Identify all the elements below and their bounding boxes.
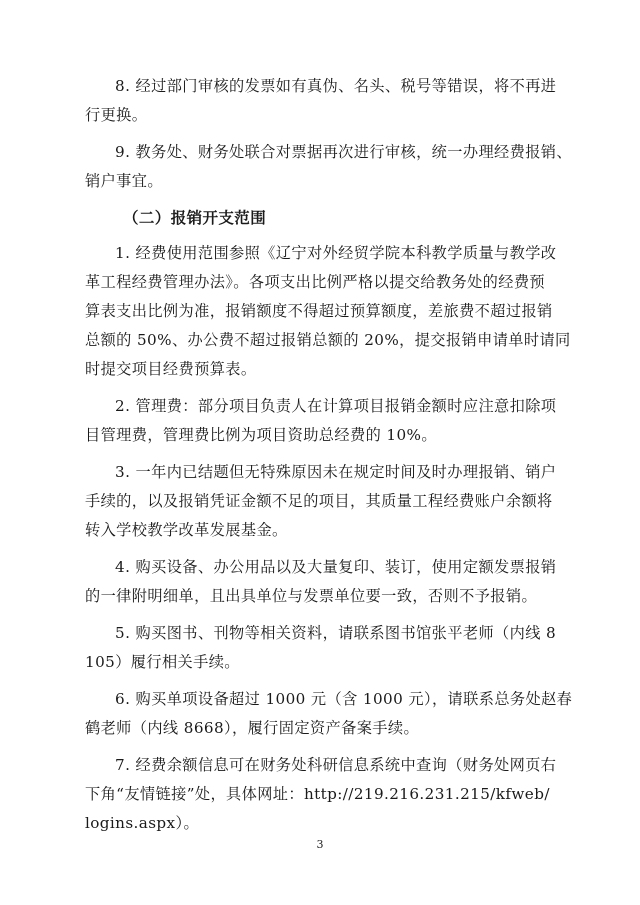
- paragraph-line: 2. 管理费：部分项目负责人在计算项目报销金额时应注意扣除项: [115, 397, 557, 415]
- paragraph-line: 1. 经费使用范围参照《辽宁对外经贸学院本科教学质量与教学改: [115, 244, 557, 262]
- paragraph-line: 的一律附明细单，且出具单位与发票单位要一致，否则不予报销。: [85, 587, 538, 605]
- paragraph: [85, 392, 555, 450]
- paragraph-line: 目管理费，管理费比例为项目资助总经费的 10%。: [85, 426, 437, 444]
- paragraph-line: logins.aspx）。: [85, 814, 200, 832]
- paragraph-line: 转入学校教学改革发展基金。: [85, 521, 288, 539]
- paragraph-line: 3. 一年内已结题但无特殊原因未在规定时间及时办理报销、销户: [115, 463, 557, 481]
- paragraph: [85, 239, 571, 384]
- page-number: 3: [316, 838, 324, 851]
- section-heading: （二）报销开支范围: [123, 209, 267, 227]
- paragraph-line: 手续的，以及报销凭证金额不足的项目，其质量工程经费账户余额将: [85, 492, 553, 510]
- paragraph-line: 算表支出比例为准，报销额度不得超过预算额度，差旅费不超过报销: [85, 302, 553, 320]
- paragraph-line: 105）履行相关手续。: [85, 653, 240, 671]
- paragraph-line: 时提交项目经费预算表。: [85, 360, 257, 378]
- paragraph-line: 9. 教务处、财务处联合对票据再次进行审核，统一办理经费报销、: [115, 143, 572, 161]
- paragraph: [85, 138, 572, 196]
- paragraph-line: 鹤老师（内线 8668），履行固定资产备案手续。: [85, 719, 420, 737]
- paragraph: [85, 619, 555, 677]
- paragraph: [85, 553, 555, 611]
- paragraph-line: 7. 经费余额信息可在财务处科研信息系统中查询（财务处网页右: [115, 756, 557, 774]
- paragraph-line: 6. 购买单项设备超过 1000 元（含 1000 元），请联系总务处赵春: [115, 690, 573, 708]
- paragraph-line: 销户事宜。: [85, 172, 163, 190]
- paragraph-line: 下角“友情链接”处，具体网址：http://219.216.231.215/kfweb/: [85, 785, 550, 803]
- paragraph-line: 总额的 50%、办公费不超过报销总额的 20%，提交报销申请单时请同: [85, 331, 571, 349]
- paragraph-line: 4. 购买设备、办公用品以及大量复印、装订，使用定额发票报销: [115, 558, 557, 576]
- paragraph-line: 行更换。: [85, 106, 148, 124]
- document-body: [85, 72, 573, 846]
- paragraph-line: 5. 购买图书、刊物等相关资料，请联系图书馆张平老师（内线 8: [115, 624, 557, 642]
- paragraph: [85, 458, 555, 545]
- paragraph: [85, 72, 555, 130]
- paragraph-line: 革工程经费管理办法》。各项支出比例严格以提交给教务处的经费预: [85, 273, 546, 291]
- paragraph: [85, 751, 555, 838]
- paragraph-line: 8. 经过部门审核的发票如有真伪、名头、税号等错误，将不再进: [115, 77, 557, 95]
- paragraph: [85, 685, 573, 743]
